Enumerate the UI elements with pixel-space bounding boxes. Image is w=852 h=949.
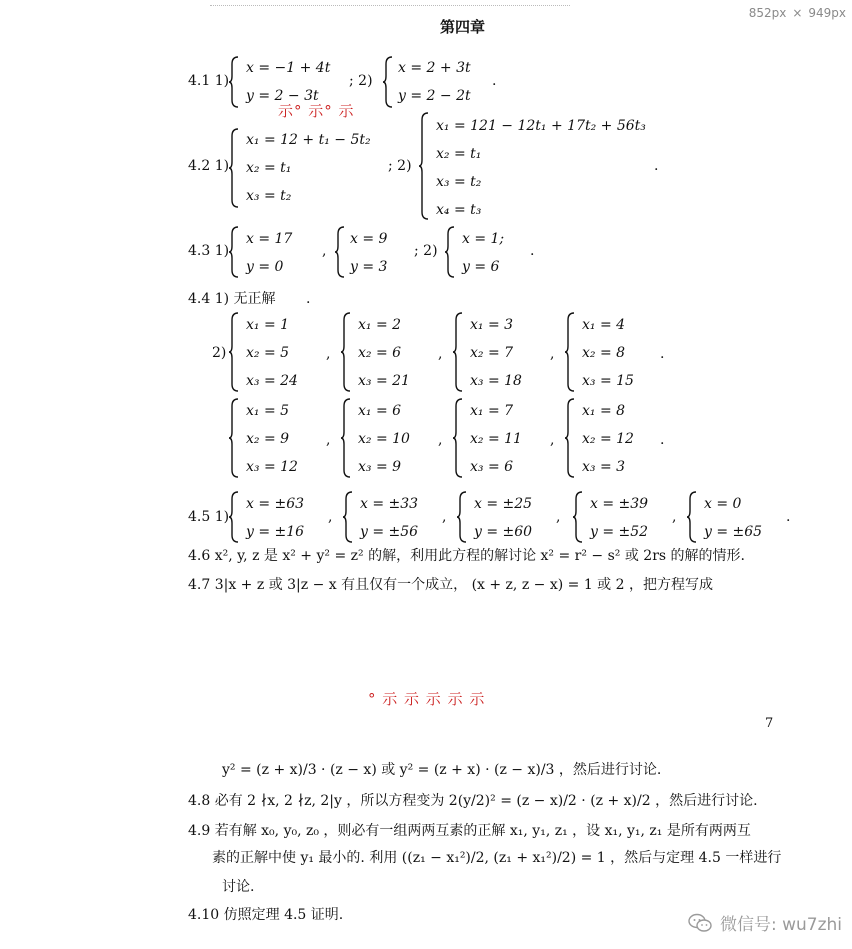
brace — [340, 398, 352, 478]
eq: x₃ = 3 — [582, 459, 626, 475]
eq: x = ±39 — [590, 496, 649, 512]
separator: , — [672, 509, 677, 525]
eq: x₃ = 15 — [582, 373, 634, 389]
eq: y = 6 — [462, 259, 500, 275]
brace — [452, 398, 464, 478]
separator: , — [328, 509, 333, 525]
brace — [686, 491, 698, 543]
brace — [228, 491, 240, 543]
eq: x₃ = 21 — [358, 373, 410, 389]
p47-continuation: y² = (z + x)/3 · (z − x) 或 y² = (z + x) · (z − x)/3 ，然后进行讨论. — [222, 762, 662, 778]
p41-label: 4.1 1) — [188, 73, 230, 89]
eq: x₁ = 3 — [470, 317, 514, 333]
eq: x = ±25 — [474, 496, 533, 512]
eq: x₃ = 18 — [470, 373, 522, 389]
end-dot: . — [786, 509, 791, 525]
brace — [228, 398, 240, 478]
red-annotation: 示° 示° 示 — [278, 102, 355, 120]
p49-line3: 讨论. — [222, 879, 255, 895]
p48-text: 4.8 必有 2 ∤x, 2 ∤z, 2|y ，所以方程变为 2(y/2)² = (z − x)/2 · (z + x)/2 ，然后进行讨论. — [188, 793, 758, 809]
eq: x₁ = 121 − 12t₁ + 17t₂ + 56t₃ — [436, 118, 646, 134]
p44-label: 4.4 1) 无正解 — [188, 291, 276, 307]
eq: x₄ = t₃ — [436, 202, 482, 218]
eq: y = 3 — [350, 259, 388, 275]
separator: ; 2) — [349, 73, 373, 89]
separator: . — [660, 432, 665, 448]
separator: , — [438, 346, 443, 362]
separator: , — [550, 432, 555, 448]
eq: x₂ = 6 — [358, 345, 402, 361]
separator: , — [326, 432, 331, 448]
brace — [342, 491, 354, 543]
wechat-watermark — [688, 910, 842, 935]
brace — [228, 226, 240, 278]
separator: , — [438, 432, 443, 448]
eq: x₁ = 5 — [246, 403, 290, 419]
width-label: 852px — [748, 6, 787, 20]
brace — [456, 491, 468, 543]
top-scan-artifact — [210, 0, 570, 6]
eq: x₃ = t₂ — [436, 174, 482, 190]
brace — [572, 491, 584, 543]
eq: y = ±56 — [360, 524, 419, 540]
brace — [564, 312, 576, 392]
watermark-text: 微信号: wu7zhi — [719, 915, 842, 935]
eq: x₂ = 8 — [582, 345, 626, 361]
comma: , — [322, 243, 327, 259]
eq: x₂ = 9 — [246, 431, 290, 447]
p45-label: 4.5 1) — [188, 509, 230, 525]
brace — [228, 56, 240, 108]
end-dot: . — [492, 73, 497, 89]
brace — [444, 226, 456, 278]
separator: . — [660, 346, 665, 362]
brace — [564, 398, 576, 478]
brace — [228, 312, 240, 392]
eq: x = 17 — [246, 231, 293, 247]
eq: x₁ = 1 — [246, 317, 290, 333]
eq: x₂ = t₁ — [246, 160, 292, 176]
brace — [334, 226, 346, 278]
p42-label: 4.2 1) — [188, 158, 230, 174]
eq: y = ±65 — [704, 524, 763, 540]
brace — [418, 112, 430, 220]
p46-text: 4.6 x², y, z 是 x² + y² = z² 的解，利用此方程的解讨论 x² = r² − s² 或 2rs 的解的情形. — [188, 548, 745, 564]
eq: x₃ = 24 — [246, 373, 298, 389]
eq: x₁ = 6 — [358, 403, 402, 419]
eq: x₃ = t₂ — [246, 188, 292, 204]
times-sign: × — [792, 6, 803, 20]
eq: y = 0 — [246, 259, 284, 275]
eq: x = ±63 — [246, 496, 305, 512]
height-label: 949px — [808, 6, 846, 20]
separator: ; 2) — [388, 158, 412, 174]
eq: x = 1; — [462, 231, 505, 247]
brace — [340, 312, 352, 392]
eq: x = 0 — [704, 496, 742, 512]
eq: x₂ = 10 — [358, 431, 410, 447]
eq: x₁ = 7 — [470, 403, 514, 419]
brace — [452, 312, 464, 392]
eq: x = ±33 — [360, 496, 419, 512]
separator: ; 2) — [414, 243, 438, 259]
p49-line2: 素的正解中使 y₁ 最小的. 利用 ((z₁ − x₁²)/2, (z₁ + x₁²)/2) = 1 ，然后与定理 4.5 一样进行 — [212, 850, 782, 866]
page-number: 7 — [765, 716, 774, 731]
brace — [382, 56, 394, 108]
p47-text: 4.7 3|x + z 或 3|z − x 有且仅有一个成立， (x + z, z − x) = 1 或 2 ，把方程写成 — [188, 577, 713, 593]
eq: y = ±16 — [246, 524, 305, 540]
wechat-icon — [688, 913, 712, 933]
end-dot: . — [306, 291, 311, 307]
p43-label: 4.3 1) — [188, 243, 230, 259]
eq: x₂ = t₁ — [436, 146, 482, 162]
brace — [228, 128, 240, 208]
eq: x₂ = 5 — [246, 345, 290, 361]
eq: x₁ = 4 — [582, 317, 626, 333]
eq: x₂ = 7 — [470, 345, 514, 361]
eq: x₂ = 12 — [582, 431, 634, 447]
eq: x = 2 + 3t — [398, 60, 471, 76]
eq: y = ±60 — [474, 524, 533, 540]
separator: , — [326, 346, 331, 362]
eq: x₂ = 11 — [470, 431, 522, 447]
eq: x₃ = 6 — [470, 459, 514, 475]
eq: x₃ = 9 — [358, 459, 402, 475]
chapter-title: 第四章 — [440, 18, 486, 36]
dimension-label — [749, 6, 846, 20]
eq: y = 2 − 3t — [246, 88, 319, 104]
eq: y = 2 − 2t — [398, 88, 471, 104]
separator: , — [550, 346, 555, 362]
p49-line1: 4.9 若有解 x₀, y₀, z₀ ，则必有一组两两互素的正解 x₁, y₁, z₁ ，设 x₁, y₁, z₁ 是所有两两互 — [188, 823, 751, 839]
separator: , — [556, 509, 561, 525]
end-dot: . — [530, 243, 535, 259]
eq: x = 9 — [350, 231, 388, 247]
red-annotation: ° 示 示 示 示 示 — [368, 690, 486, 708]
eq: x₃ = 12 — [246, 459, 298, 475]
eq: x₁ = 8 — [582, 403, 626, 419]
eq: x₁ = 12 + t₁ − 5t₂ — [246, 132, 371, 148]
p410-text: 4.10 仿照定理 4.5 证明. — [188, 907, 344, 923]
eq: y = ±52 — [590, 524, 649, 540]
eq: x = −1 + 4t — [246, 60, 331, 76]
separator: , — [442, 509, 447, 525]
sub-label: 2) — [212, 345, 227, 361]
eq: x₁ = 2 — [358, 317, 402, 333]
end-dot: . — [654, 158, 659, 174]
